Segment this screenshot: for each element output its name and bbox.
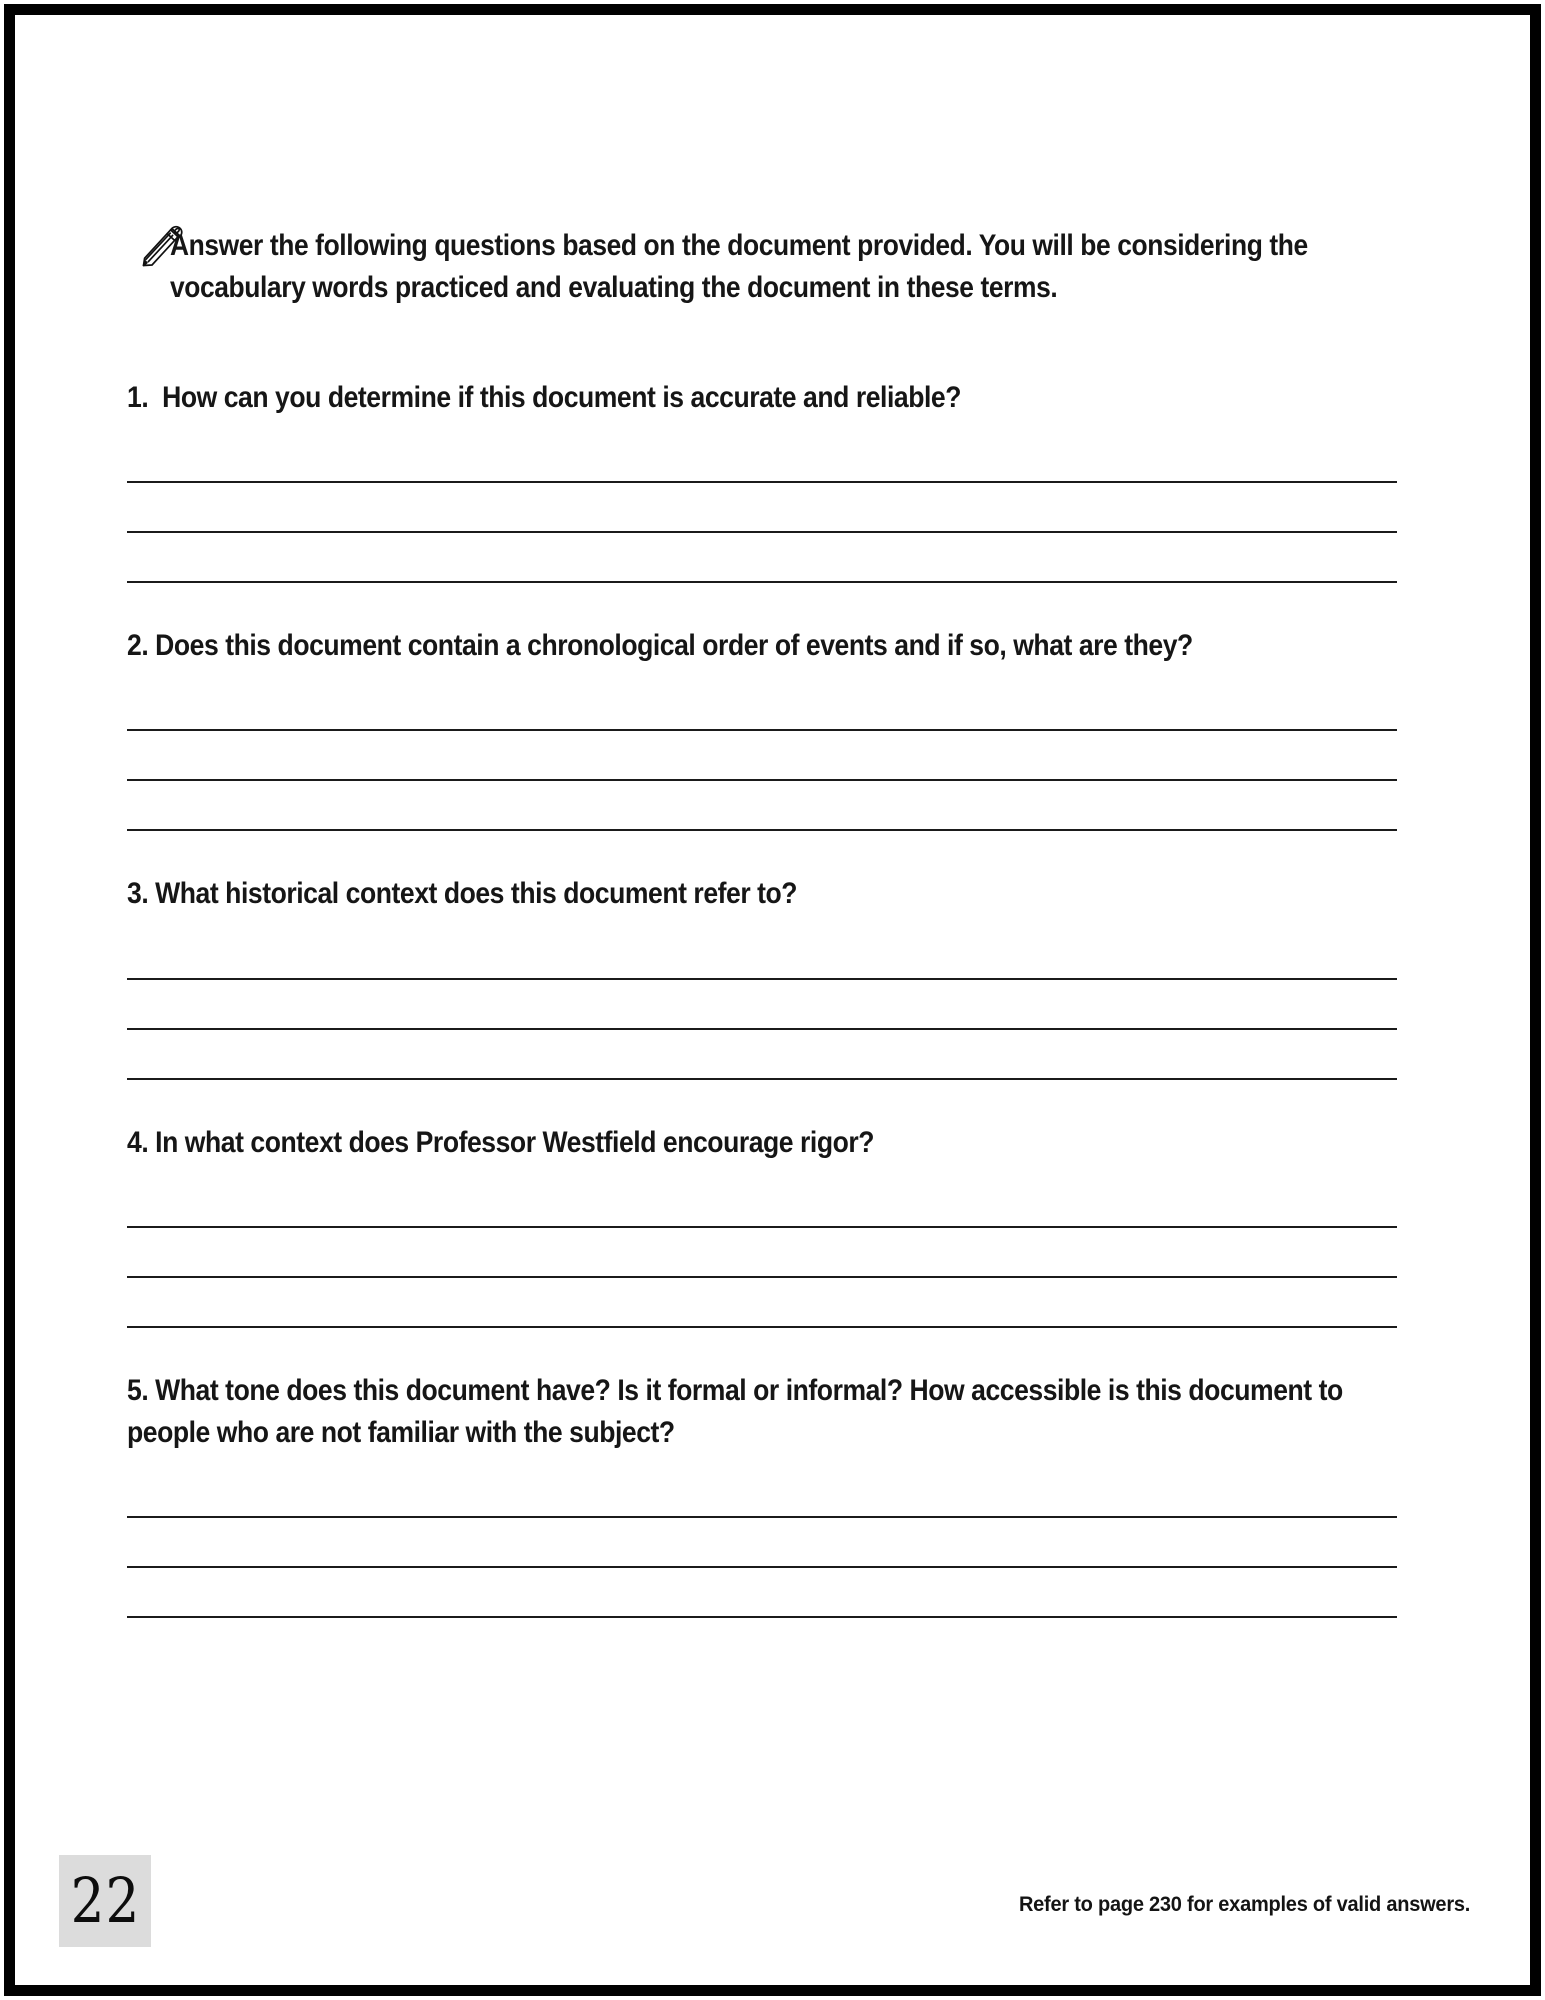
answer-lines-2 (127, 681, 1397, 831)
question-spacer (127, 1328, 1417, 1370)
question-spacer (127, 831, 1417, 873)
answer-line[interactable] (127, 1178, 1397, 1228)
page-border (4, 4, 1541, 1996)
answer-line[interactable] (127, 483, 1397, 533)
page-content (15, 15, 1530, 1985)
question-item-2 (127, 625, 1417, 831)
page-number: 22 (70, 1864, 140, 1937)
answer-line[interactable] (127, 533, 1397, 583)
intro-instruction-text: Answer the following questions based on the document provided. You will be considering the vocabulary words practiced and evaluating the document in these terms. (169, 229, 1308, 304)
answer-line[interactable] (127, 980, 1397, 1030)
answer-line[interactable] (127, 1030, 1397, 1080)
footer-note: Refer to page 230 for examples of valid answers. (1018, 1892, 1470, 1916)
answer-lines-3 (127, 930, 1397, 1080)
answer-line[interactable] (127, 1568, 1397, 1618)
answer-line[interactable] (127, 1228, 1397, 1278)
page-number-box (59, 1855, 151, 1947)
intro-block (127, 225, 1382, 309)
question-item-3 (127, 873, 1417, 1079)
answer-line[interactable] (127, 433, 1397, 483)
question-item-5 (127, 1370, 1417, 1618)
answer-line[interactable] (127, 731, 1397, 781)
question-2-text: 2. Does this document contain a chronological order of events and if so, what are they? (127, 629, 1193, 663)
question-spacer (127, 1080, 1417, 1122)
answer-line[interactable] (127, 681, 1397, 731)
question-1-text: 1. How can you determine if this document is accurate and reliable? (127, 381, 961, 414)
answer-line[interactable] (127, 1468, 1397, 1518)
answer-line[interactable] (127, 1518, 1397, 1568)
answer-line[interactable] (127, 1278, 1397, 1328)
answer-lines-5 (127, 1468, 1397, 1618)
answer-lines-4 (127, 1178, 1397, 1328)
questions-list (127, 377, 1417, 1618)
answer-lines-1 (127, 433, 1397, 583)
question-spacer (127, 583, 1417, 625)
question-item-4 (127, 1122, 1417, 1328)
question-item-1 (127, 377, 1417, 583)
page-footer (15, 1851, 1530, 1947)
answer-line[interactable] (127, 781, 1397, 831)
question-5-text: 5. What tone does this document have? Is it formal or informal? How accessible is this document to people who are not familiar with the subject? (127, 1373, 1350, 1449)
answer-line[interactable] (127, 930, 1397, 980)
question-3-text: 3. What historical context does this document refer to? (127, 877, 798, 911)
question-4-text: 4. In what context does Professor Westfield encourage rigor? (127, 1125, 875, 1159)
